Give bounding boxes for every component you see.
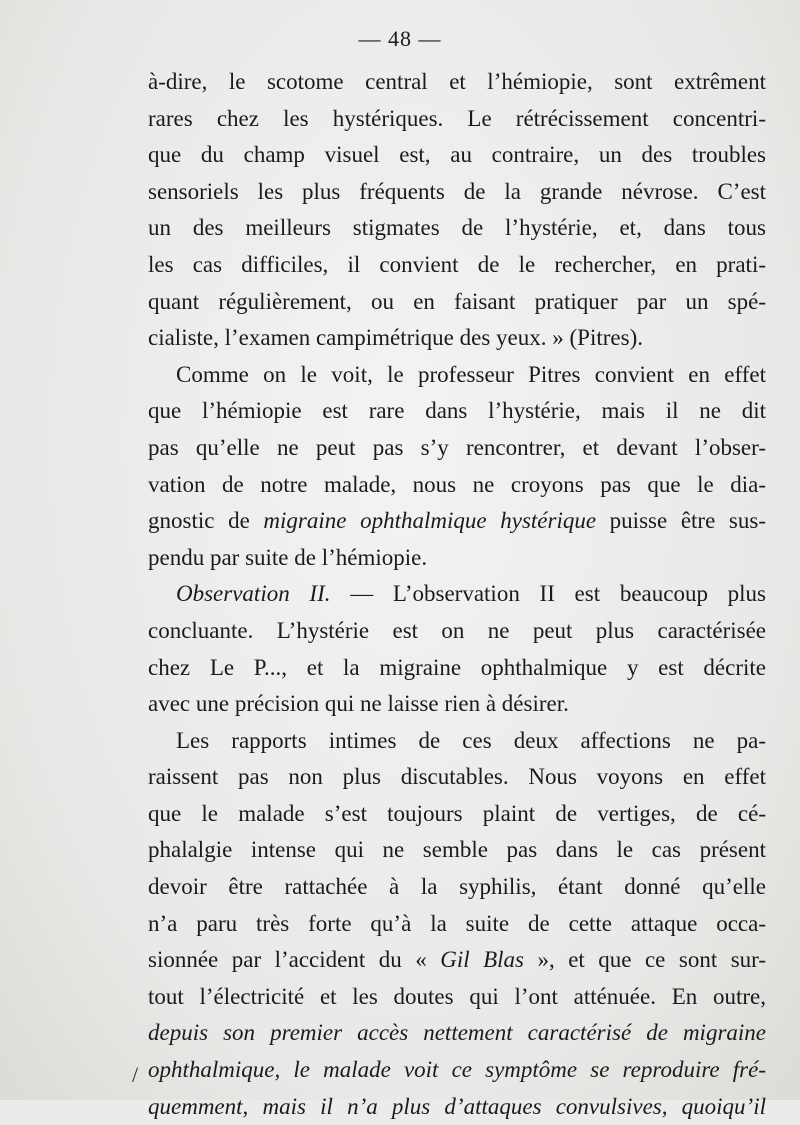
text-segment: un des meilleurs stigmates de l’hystérie, et, dans tous <box>148 215 766 241</box>
text-segment: Les rapports intimes de ces deux affections ne pa- <box>176 727 766 753</box>
italic-text: depuis son premier accès nettement caractérisé de migraine <box>148 1020 766 1046</box>
text-line <box>148 942 766 979</box>
text-line <box>148 1015 766 1052</box>
text-line <box>148 393 766 430</box>
text-segment: que le malade s’est toujours plaint de vertiges, de cé- <box>148 800 766 826</box>
text-segment: devoir être rattachée à la syphilis, étant donné qu’elle <box>148 874 766 900</box>
text-segment: sensoriels les plus fréquents de la grande névrose. C’est <box>148 178 766 204</box>
text-line <box>148 64 766 101</box>
text-line <box>148 320 766 357</box>
text-segment: n’a paru très forte qu’à la suite de cette attaque occa- <box>148 910 766 936</box>
text-segment: raissent pas non plus discutables. Nous voyons en effet <box>148 764 766 790</box>
italic-text: Gil Blas <box>440 947 524 973</box>
stray-mark: / <box>132 1062 139 1087</box>
text-line <box>148 467 766 504</box>
text-line <box>148 869 766 906</box>
page-number: — 48 — <box>358 26 442 51</box>
text-segment: — L’observation II est beaucoup plus <box>330 581 766 607</box>
text-line <box>148 210 766 247</box>
text-line <box>148 979 766 1016</box>
text-line <box>148 796 766 833</box>
text-segment: gnostic de <box>148 508 264 534</box>
text-segment: tout l’électricité et les doutes qui l’ont atténuée. En outre, <box>148 983 766 1009</box>
text-line <box>148 430 766 467</box>
text-segment: que du champ visuel est, au contraire, un des troubles <box>148 142 766 168</box>
text-line <box>148 832 766 869</box>
italic-text: migraine ophthalmique hystérique <box>263 508 597 534</box>
text-segment: avec une précision qui ne laisse rien à désirer. <box>148 691 569 717</box>
text-line <box>148 284 766 321</box>
text-line <box>148 174 766 211</box>
text-segment: que l’hémiopie est rare dans l’hystérie, mais il ne dit <box>148 398 766 424</box>
italic-text: quemment, mais il n’a plus d’attaques convulsives, quoiqu’il <box>148 1093 766 1119</box>
text-line <box>148 650 766 687</box>
text-line <box>148 576 766 613</box>
text-line <box>148 613 766 650</box>
text-line <box>148 759 766 796</box>
text-line <box>148 137 766 174</box>
text-line <box>148 540 766 577</box>
text-line <box>148 101 766 138</box>
text-line <box>148 686 766 723</box>
italic-text: Observation II. <box>176 581 331 607</box>
text-segment: cialiste, l’examen campimétrique des yeux. » (Pitres). <box>148 325 643 351</box>
italic-text: ophthalmique, le malade voit ce symptôme se reproduire fré- <box>148 1057 766 1083</box>
text-line <box>148 247 766 284</box>
text-segment: concluante. L’hystérie est on ne peut plus caractérisée <box>148 617 766 643</box>
text-segment: pendu par suite de l’hémiopie. <box>148 544 428 570</box>
text-line <box>148 723 766 760</box>
text-line <box>148 1089 766 1125</box>
text-segment: vation de notre malade, nous ne croyons pas que le dia- <box>148 471 766 497</box>
text-segment: les cas difficiles, il convient de le rechercher, en prati- <box>148 251 766 277</box>
text-segment: pas qu’elle ne peut pas s’y rencontrer, et devant l’obser- <box>148 434 766 460</box>
text-segment: rares chez les hystériques. Le rétrécissement concentri- <box>148 105 766 131</box>
text-line <box>148 906 766 943</box>
text-line <box>148 1052 766 1089</box>
text-line <box>148 503 766 540</box>
text-line <box>148 357 766 394</box>
text-segment: sionnée par l’accident du « <box>148 947 441 973</box>
text-segment: puisse être sus- <box>596 508 766 534</box>
text-segment: chez Le P..., et la migraine ophthalmique y est décrite <box>148 654 766 680</box>
text-segment: », et que ce sont sur- <box>523 947 767 973</box>
text-segment: à-dire, le scotome central et l’hémiopie, sont extrêment <box>148 69 766 94</box>
text-segment: quant régulièrement, ou en faisant pratiquer par un spé- <box>148 288 766 314</box>
text-segment: Comme on le voit, le professeur Pitres convient en effet <box>176 361 766 387</box>
body-text <box>148 64 766 1125</box>
text-segment: phalalgie intense qui ne semble pas dans le cas présent <box>148 837 766 863</box>
